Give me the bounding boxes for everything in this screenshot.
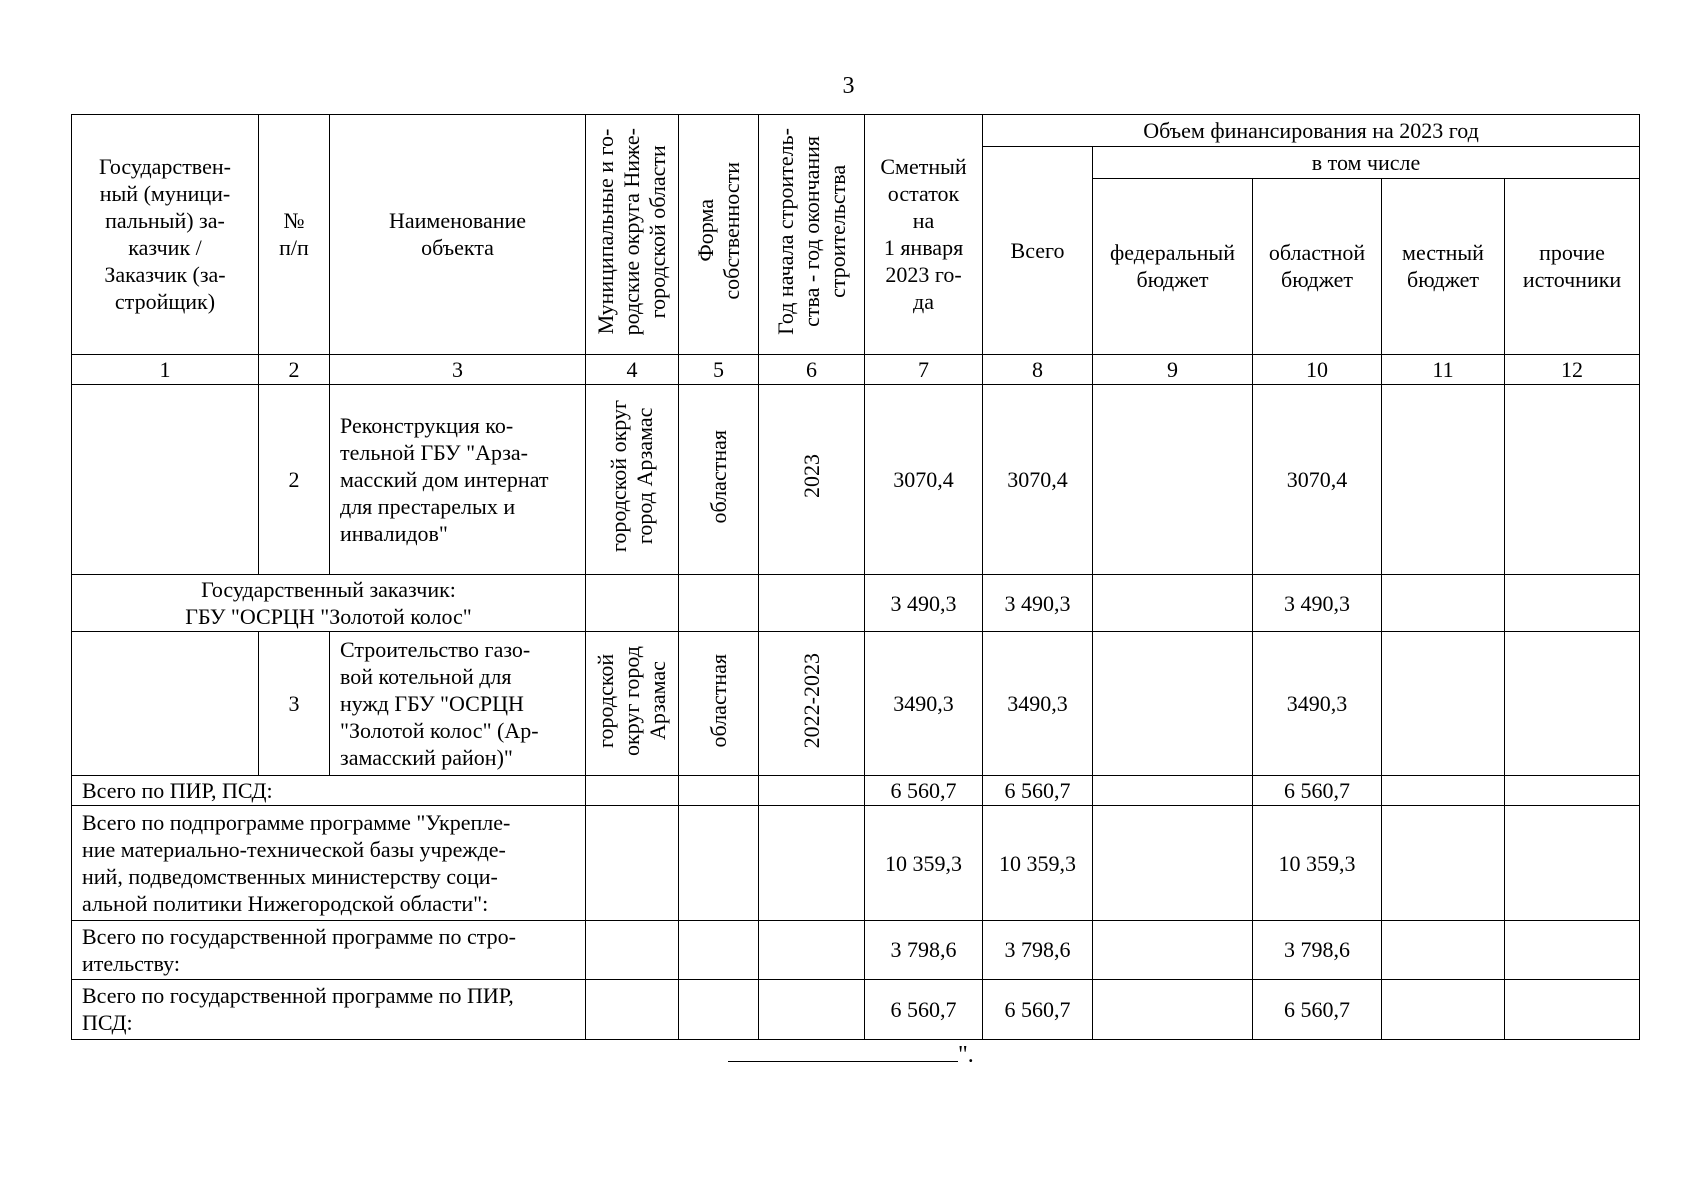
closing-quote: ". (958, 1042, 974, 1068)
other-value (1505, 632, 1640, 776)
object-number: 2 (259, 384, 330, 574)
column-number: 2 (259, 354, 330, 384)
empty-cell (759, 776, 865, 806)
ownership: областная (705, 429, 731, 523)
years: 2023 (798, 454, 824, 499)
federal-value (1093, 806, 1253, 920)
other-value (1505, 979, 1640, 1039)
page-number: 3 (842, 73, 855, 99)
regional-value: 6 560,7 (1253, 979, 1382, 1039)
remaining-cost: 6 560,7 (865, 776, 983, 806)
municipality-cell (586, 632, 679, 776)
table-row-total-program-pir (72, 979, 1640, 1039)
regional-value: 3490,3 (1253, 632, 1382, 776)
regional-value: 3 798,6 (1253, 920, 1382, 979)
empty-cell (759, 574, 865, 631)
total-label: Всего по ПИР, ПСД: (72, 776, 586, 806)
header-years-cell (759, 115, 865, 355)
column-number: 5 (679, 354, 759, 384)
federal-value (1093, 632, 1253, 776)
column-number: 12 (1505, 354, 1640, 384)
total-label: Всего по государственной программе по стро- ительству: (72, 920, 586, 979)
municipality: городской округ город Арзамас (593, 645, 670, 756)
empty-cell (679, 806, 759, 920)
header-remaining-cost: Сметный остаток на 1 января 2023 го- да (865, 115, 983, 355)
table-row-object-3 (72, 632, 1640, 776)
regional-value: 3070,4 (1253, 384, 1382, 574)
other-value (1505, 574, 1640, 631)
header-ownership: Форма собственности (692, 162, 744, 301)
header-total: Всего (983, 147, 1093, 354)
federal-value (1093, 384, 1253, 574)
local-value (1382, 632, 1505, 776)
object-number: 3 (259, 632, 330, 776)
local-value (1382, 776, 1505, 806)
total-value: 3490,3 (983, 632, 1093, 776)
column-number: 9 (1093, 354, 1253, 384)
table-row-customer-group (72, 574, 1640, 631)
ownership-cell (679, 632, 759, 776)
empty-cell (586, 920, 679, 979)
remaining-cost: 3 798,6 (865, 920, 983, 979)
ownership-cell (679, 384, 759, 574)
signature-rule (728, 1041, 958, 1062)
remaining-cost: 10 359,3 (865, 806, 983, 920)
object-name: Строительство газо- вой котельной для нужд ГБУ "ОСРЦН "Золотой колос" (Ар- замасский район)" (330, 632, 586, 776)
remaining-cost: 6 560,7 (865, 979, 983, 1039)
ownership: областная (705, 654, 731, 748)
column-number: 11 (1382, 354, 1505, 384)
empty-cell (759, 806, 865, 920)
table-row-total-pir (72, 776, 1640, 806)
other-value (1505, 806, 1640, 920)
years-cell (759, 384, 865, 574)
column-number: 3 (330, 354, 586, 384)
local-value (1382, 384, 1505, 574)
regional-value: 10 359,3 (1253, 806, 1382, 920)
customer-group-label: Государственный заказчик: ГБУ "ОСРЦН "Золотой колос" (72, 574, 586, 631)
customer-cell (72, 632, 259, 776)
remaining-cost: 3 490,3 (865, 574, 983, 631)
federal-value (1093, 574, 1253, 631)
column-numbers-row (72, 354, 1640, 384)
total-value: 3070,4 (983, 384, 1093, 574)
financing-table (71, 114, 1640, 1040)
column-number: 7 (865, 354, 983, 384)
total-label: Всего по подпрограмме программе "Укрепле- ние материально-технической базы учрежде- ний, подведомственных министерству соци- альной политики Нижегородской области": (72, 806, 586, 920)
header-regional: областной бюджет (1253, 179, 1382, 354)
municipality-cell (586, 384, 679, 574)
total-value: 6 560,7 (983, 776, 1093, 806)
local-value (1382, 979, 1505, 1039)
municipality: городской округ город Арзамас (606, 400, 657, 553)
column-number: 10 (1253, 354, 1382, 384)
table-row-object-2 (72, 384, 1640, 574)
empty-cell (679, 979, 759, 1039)
object-name: Реконструкция ко- тельной ГБУ "Арза- масский дом интернат для престарелых и инвалидов" (330, 384, 586, 574)
header-row-1 (72, 115, 1640, 147)
empty-cell (759, 979, 865, 1039)
empty-cell (586, 979, 679, 1039)
header-object-name: Наименование объекта (330, 115, 586, 355)
table-row-total-subprogram (72, 806, 1640, 920)
total-value: 3 490,3 (983, 574, 1093, 631)
header-federal: федеральный бюджет (1093, 179, 1253, 354)
other-value (1505, 920, 1640, 979)
header-other: прочие источники (1505, 179, 1640, 354)
total-value: 6 560,7 (983, 979, 1093, 1039)
local-value (1382, 920, 1505, 979)
customer-cell (72, 384, 259, 574)
header-local: местный бюджет (1382, 179, 1505, 354)
empty-cell (586, 806, 679, 920)
years: 2022-2023 (798, 653, 824, 749)
regional-value: 3 490,3 (1253, 574, 1382, 631)
total-value: 10 359,3 (983, 806, 1093, 920)
other-value (1505, 384, 1640, 574)
closing-line (728, 1040, 974, 1070)
empty-cell (759, 920, 865, 979)
column-number: 6 (759, 354, 865, 384)
column-number: 4 (586, 354, 679, 384)
federal-value (1093, 776, 1253, 806)
federal-value (1093, 979, 1253, 1039)
empty-cell (679, 776, 759, 806)
total-label: Всего по государственной программе по ПИР, ПСД: (72, 979, 586, 1039)
header-municipality: Муниципальные и го- родские округа Ниже- городской области (593, 127, 670, 335)
header-number: № п/п (259, 115, 330, 355)
other-value (1505, 776, 1640, 806)
header-ownership-cell (679, 115, 759, 355)
remaining-cost: 3070,4 (865, 384, 983, 574)
empty-cell (586, 776, 679, 806)
federal-value (1093, 920, 1253, 979)
empty-cell (679, 920, 759, 979)
local-value (1382, 806, 1505, 920)
years-cell (759, 632, 865, 776)
header-including: в том числе (1093, 147, 1640, 179)
column-number: 8 (983, 354, 1093, 384)
empty-cell (586, 574, 679, 631)
empty-cell (679, 574, 759, 631)
header-years: Год начала строитель- ства - год окончания строительства (772, 127, 850, 335)
total-value: 3 798,6 (983, 920, 1093, 979)
table-row-total-construction (72, 920, 1640, 979)
header-customer: Государствен- ный (муници- пальный) за- казчик / Заказчик (за- стройщик) (72, 115, 259, 355)
remaining-cost: 3490,3 (865, 632, 983, 776)
local-value (1382, 574, 1505, 631)
regional-value: 6 560,7 (1253, 776, 1382, 806)
header-funding: Объем финансирования на 2023 год (983, 115, 1640, 147)
header-municipality-cell (586, 115, 679, 355)
column-number: 1 (72, 354, 259, 384)
